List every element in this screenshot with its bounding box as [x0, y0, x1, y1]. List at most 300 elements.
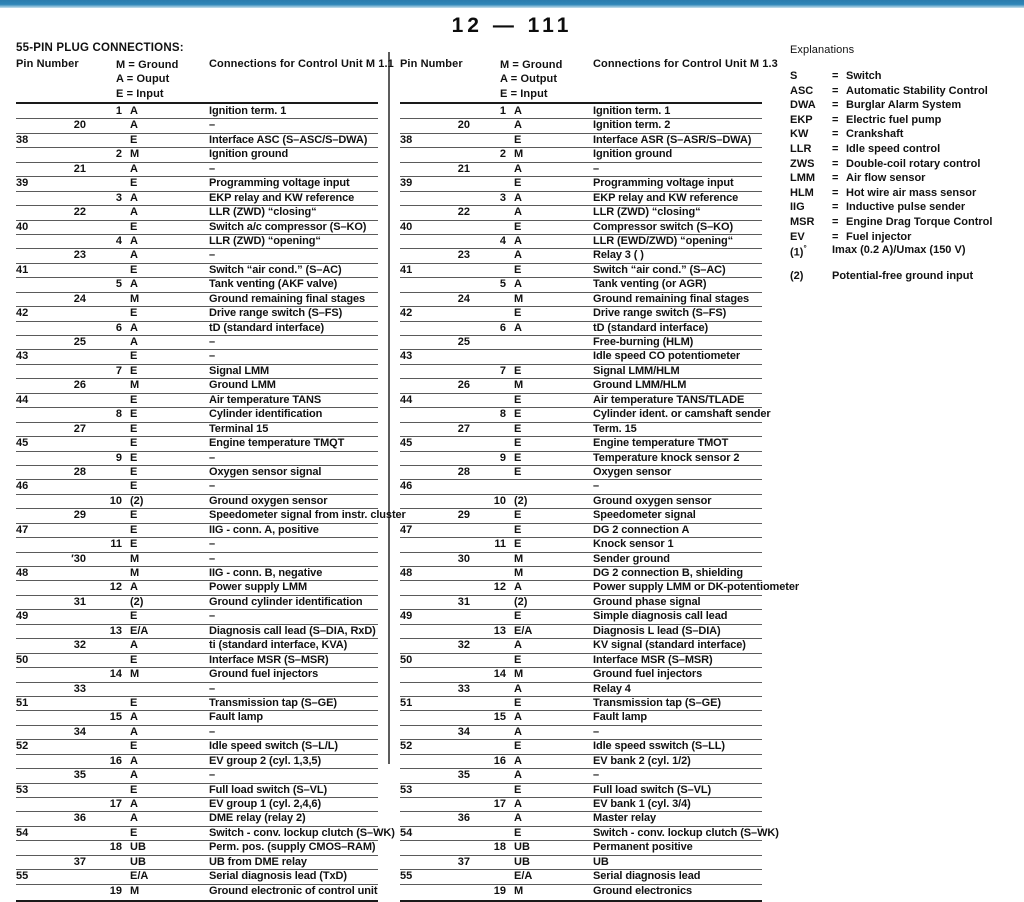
- pin-cell-b: 32: [457, 639, 470, 652]
- pin-cell-c: 8: [115, 408, 122, 421]
- pin-cell-c: 17: [109, 798, 122, 810]
- pin-cell-b: 27: [457, 422, 470, 435]
- explanation-abbreviation: LLR: [790, 142, 812, 155]
- signal-type-cell: E/A: [514, 624, 533, 637]
- signal-type-cell: E: [514, 220, 522, 233]
- table-row: [400, 423, 762, 437]
- signal-type-cell: M: [130, 884, 140, 897]
- header-connections-right: Connections for Control Unit M 1.3: [593, 58, 778, 70]
- connection-description-cell: –: [209, 725, 216, 738]
- explanation-text: Electric fuel pump: [846, 113, 942, 126]
- table-row: [400, 119, 762, 133]
- pin-cell-b: 29: [457, 509, 470, 522]
- connection-description-cell: Transmission tap (S–GE): [593, 696, 721, 709]
- explanation-abbreviation: DWA: [790, 99, 816, 112]
- pin-cell-b: 35: [73, 769, 86, 782]
- footnote-text: Potential-free ground input: [832, 270, 974, 282]
- signal-type-cell: A: [514, 249, 522, 262]
- connection-description-cell: Switch - conv. lockup clutch (S–WK): [593, 826, 779, 839]
- connection-description-cell: EV group 2 (cyl. 1,3,5): [209, 754, 322, 767]
- pin-cell-a: 42: [400, 307, 413, 320]
- connection-description-cell: Ground fuel injectors: [593, 668, 703, 681]
- pin-cell-c: 13: [493, 624, 506, 637]
- connection-description-cell: Programming voltage input: [593, 177, 734, 190]
- pin-cell-b: 27: [73, 422, 86, 435]
- pin-cell-a: 47: [16, 523, 29, 536]
- connection-description-cell: Power supply LMM or DK-potentiometer: [593, 581, 800, 594]
- pin-cell-b: 33: [73, 682, 86, 695]
- pin-cell-a: 53: [16, 783, 29, 796]
- signal-type-cell: E: [514, 538, 522, 551]
- signal-type-cell: M: [514, 292, 524, 305]
- connection-description-cell: Simple diagnosis call lead: [593, 610, 728, 623]
- table-row: [16, 206, 378, 220]
- connection-description-cell: Idle speed CO potentiometer: [593, 350, 741, 363]
- pin-cell-b: 25: [457, 336, 470, 348]
- connection-description-cell: Switch “air cond.” (S–AC): [209, 263, 342, 276]
- table-row: [400, 408, 771, 422]
- connection-description-cell: –: [593, 162, 600, 175]
- pin-cell-b: 29: [73, 509, 86, 522]
- table-row: [400, 177, 762, 191]
- table-row: [400, 509, 762, 523]
- signal-type-cell: A: [514, 321, 522, 334]
- table-row: [16, 293, 378, 307]
- connection-description-cell: LLR (EWD/ZWD) “opening“: [593, 234, 734, 247]
- table-row: [16, 826, 395, 841]
- footnote-key: (1)°: [790, 244, 807, 259]
- pin-table-m11: [16, 42, 406, 902]
- explanation-row: [790, 114, 1014, 129]
- signal-type-cell: E: [130, 422, 138, 435]
- signal-type-cell: E/A: [130, 624, 149, 637]
- table-row: [400, 307, 762, 321]
- table-row: [400, 755, 762, 769]
- signal-type-cell: E: [514, 133, 522, 146]
- explanation-row: [790, 99, 1014, 114]
- explanation-abbreviation: S: [790, 70, 798, 82]
- connection-description-cell: –: [209, 119, 216, 132]
- signal-type-cell: E: [514, 740, 522, 753]
- pin-cell-b: 36: [457, 812, 470, 825]
- signal-type-cell: E: [514, 263, 522, 276]
- legend-a-right: A = Output: [500, 73, 558, 86]
- table-row: [400, 206, 762, 220]
- explanation-text: Switch: [846, 70, 882, 82]
- pin-cell-b: 31: [73, 595, 86, 608]
- pin-cell-c: 2: [115, 148, 122, 161]
- connection-description-cell: KV signal (standard interface): [593, 639, 746, 652]
- pin-cell-a: 55: [16, 870, 29, 883]
- pin-cell-a: 44: [400, 393, 413, 406]
- signal-type-cell: A: [514, 711, 522, 724]
- signal-type-cell: E: [130, 465, 138, 478]
- signal-type-cell: E: [514, 451, 522, 464]
- table-row: [16, 870, 378, 884]
- header-pin-number-right: Pin Number: [400, 58, 463, 70]
- table-row: [400, 639, 762, 653]
- pin-cell-a: 44: [16, 393, 29, 406]
- explanation-text: Fuel injector: [846, 230, 912, 243]
- signal-type-cell: A: [514, 682, 522, 695]
- table-row: [400, 654, 762, 668]
- pin-cell-c: 7: [499, 364, 506, 377]
- table-row: [16, 567, 378, 581]
- connection-description-cell: UB: [593, 855, 609, 868]
- footnotes-panel: [790, 244, 1020, 296]
- connection-description-cell: EKP relay and KW reference: [593, 191, 739, 204]
- signal-type-cell: A: [514, 798, 522, 810]
- explanation-row: [790, 143, 1014, 158]
- pin-cell-a: 39: [400, 177, 413, 190]
- header-legend-right: [500, 58, 562, 101]
- table-row: [400, 466, 762, 480]
- legend-e-left: E = Input: [116, 87, 164, 100]
- pin-cell-a: 48: [400, 567, 413, 579]
- connection-description-cell: –: [593, 725, 600, 738]
- explanation-text: Air flow sensor: [846, 172, 926, 185]
- pin-cell-c: 9: [115, 451, 122, 464]
- connection-description-cell: –: [209, 162, 216, 175]
- table-row: [16, 423, 378, 437]
- connection-description-cell: Sender ground: [593, 552, 670, 565]
- signal-type-cell: E: [514, 177, 522, 190]
- signal-type-cell: UB: [130, 855, 146, 868]
- connection-description-cell: –: [209, 480, 216, 493]
- pin-cell-c: 19: [109, 884, 122, 897]
- pin-cell-b: 33: [457, 682, 470, 695]
- explanation-text: Engine Drag Torque Control: [846, 215, 993, 228]
- signal-type-cell: E/A: [514, 870, 533, 883]
- explanation-row: [790, 128, 1014, 143]
- table-row: [400, 336, 762, 350]
- pin-cell-c: 13: [109, 624, 122, 637]
- pin-cell-b: 32: [73, 639, 86, 652]
- table-row: [16, 668, 378, 682]
- pin-cell-c: 5: [115, 278, 122, 291]
- signal-type-cell: A: [130, 278, 138, 291]
- table-row: [16, 755, 378, 769]
- signal-type-cell: E: [130, 826, 138, 839]
- signal-type-cell: A: [130, 234, 138, 247]
- pin-cell-b: 28: [457, 465, 470, 478]
- table-row: [400, 870, 762, 884]
- table-row: [400, 826, 779, 841]
- legend-m-left: M = Ground: [116, 59, 179, 71]
- explanation-equals: =: [832, 201, 839, 214]
- connection-description-cell: –: [209, 336, 216, 348]
- table-row: [400, 105, 762, 119]
- pin-cell-b: 20: [457, 119, 470, 132]
- signal-type-cell: M: [130, 567, 140, 579]
- pin-cell-c: 4: [499, 234, 506, 247]
- signal-type-cell: UB: [130, 841, 146, 854]
- pin-rows-left: [16, 105, 406, 899]
- table-row: [16, 394, 378, 408]
- signal-type-cell: A: [514, 234, 522, 247]
- pin-cell-c: 1: [499, 105, 506, 117]
- pin-cell-c: 14: [109, 668, 122, 681]
- table-row: [400, 538, 762, 552]
- table-row: [16, 726, 378, 740]
- signal-type-cell: A: [514, 812, 522, 825]
- connection-description-cell: Switch a/c compressor (S–KO): [209, 220, 367, 233]
- footnote-superscript: °: [803, 244, 807, 253]
- pin-cell-b: 37: [457, 855, 470, 868]
- pin-cell-a: 41: [400, 263, 413, 276]
- table-row: [400, 495, 762, 509]
- table-row: [16, 697, 378, 711]
- signal-type-cell: E: [130, 307, 138, 320]
- explanation-abbreviation: ASC: [790, 84, 814, 97]
- table-row: [16, 264, 378, 278]
- signal-type-cell: A: [130, 769, 138, 782]
- pin-cell-a: 55: [400, 870, 413, 883]
- pin-cell-b: 24: [73, 292, 86, 305]
- connection-description-cell: Tank venting (AKF valve): [209, 278, 338, 291]
- table-row: [16, 711, 378, 725]
- explanation-row: [790, 231, 1014, 246]
- header-connections-left: Connections for Control Unit M 1.1: [209, 58, 394, 70]
- connection-description-cell: Ground remaining final stages: [209, 292, 366, 305]
- signal-type-cell: M: [130, 148, 140, 161]
- pin-cell-b: 21: [457, 162, 470, 175]
- signal-type-cell: A: [130, 119, 138, 132]
- pin-cell-b: 34: [457, 725, 470, 738]
- signal-type-cell: A: [514, 206, 522, 219]
- table-row: [16, 350, 378, 364]
- signal-type-cell: E: [130, 783, 138, 796]
- connection-description-cell: Diagnosis call lead (S–DIA, RxD): [209, 624, 376, 637]
- signal-type-cell: A: [130, 725, 138, 738]
- pin-cell-a: 46: [16, 480, 29, 493]
- signal-type-cell: A: [130, 249, 138, 262]
- connection-description-cell: Oxygen sensor: [593, 465, 672, 478]
- connection-description-cell: LLR (ZWD) “closing“: [593, 206, 701, 219]
- signal-type-cell: E: [130, 177, 138, 190]
- signal-type-cell: M: [514, 379, 524, 392]
- table-row: [16, 769, 378, 783]
- pin-cell-b: 26: [73, 379, 86, 392]
- table-row: [400, 885, 762, 899]
- explanations-heading: Explanations: [790, 44, 855, 56]
- signal-type-cell: A: [130, 798, 138, 810]
- table-row: [400, 452, 762, 466]
- explanation-abbreviation: ZWS: [790, 157, 815, 170]
- connection-description-cell: Interface MSR (S–MSR): [209, 653, 329, 666]
- table-row: [16, 798, 378, 812]
- connection-description-cell: Temperature knock sensor 2: [593, 451, 740, 464]
- footnote-row: [790, 270, 1020, 296]
- signal-type-cell: E: [130, 509, 138, 522]
- connection-description-cell: Oxygen sensor signal: [209, 465, 322, 478]
- connection-description-cell: Engine temperature TMQT: [209, 437, 345, 450]
- explanation-text: Inductive pulse sender: [846, 201, 966, 214]
- connection-description-cell: Power supply LMM: [209, 581, 308, 594]
- signal-type-cell: (2): [514, 494, 528, 507]
- table-row: [16, 119, 378, 133]
- pin-cell-c: 16: [493, 754, 506, 767]
- connection-description-cell: Ignition term. 2: [593, 119, 671, 132]
- signal-type-cell: M: [514, 148, 524, 161]
- table-row: [400, 596, 762, 610]
- connection-description-cell: EV bank 2 (cyl. 1/2): [593, 754, 691, 767]
- signal-type-cell: UB: [514, 841, 530, 854]
- signal-type-cell: M: [514, 884, 524, 897]
- connection-description-cell: Ground oxygen sensor: [209, 494, 328, 507]
- connection-description-cell: Ground remaining final stages: [593, 292, 750, 305]
- table-row: [400, 221, 762, 235]
- table-row: [16, 856, 378, 870]
- connection-description-cell: UB from DME relay: [209, 855, 307, 868]
- pin-cell-c: 19: [493, 884, 506, 897]
- signal-type-cell: E: [514, 422, 522, 435]
- table-row: [16, 105, 378, 119]
- explanation-equals: =: [832, 84, 839, 97]
- pin-cell-b: 25: [73, 336, 86, 348]
- signal-type-cell: E: [130, 610, 138, 623]
- pin-cell-a: 48: [16, 567, 29, 579]
- signal-type-cell: A: [514, 754, 522, 767]
- table-row: [16, 784, 378, 798]
- pin-cell-c: 18: [493, 841, 506, 854]
- table-row: [16, 466, 378, 480]
- connection-description-cell: EV bank 1 (cyl. 3/4): [593, 798, 691, 810]
- signal-type-cell: A: [514, 725, 522, 738]
- signal-type-cell: A: [130, 812, 138, 825]
- signal-type-cell: A: [514, 769, 522, 782]
- pin-cell-c: 7: [115, 364, 122, 377]
- signal-type-cell: A: [514, 119, 522, 132]
- table-row: [16, 885, 378, 899]
- signal-type-cell: M: [514, 552, 524, 565]
- footnote-text: Imax (0.2 A)/Umax (150 V): [832, 244, 966, 256]
- connection-description-cell: –: [209, 552, 216, 565]
- table-top-rule-right: [400, 102, 762, 104]
- signal-type-cell: E: [130, 408, 138, 421]
- table-row: [400, 278, 762, 292]
- signal-type-cell: A: [130, 639, 138, 652]
- pin-cell-b: 20: [73, 119, 86, 132]
- table-row: [400, 668, 762, 682]
- signal-type-cell: E: [130, 364, 138, 377]
- signal-type-cell: M: [130, 379, 140, 392]
- signal-type-cell: E: [514, 826, 522, 839]
- signal-type-cell: A: [514, 162, 522, 175]
- table-row: [16, 437, 378, 451]
- signal-type-cell: E: [514, 408, 522, 421]
- connection-description-cell: IIG - conn. A, positive: [209, 523, 319, 536]
- explanation-text: Burglar Alarm System: [846, 99, 962, 112]
- connection-description-cell: Interface ASR (S–ASR/S–DWA): [593, 133, 752, 146]
- table-row: [16, 192, 378, 206]
- connection-description-cell: –: [593, 480, 600, 493]
- table-row: [400, 812, 762, 826]
- signal-type-cell: (2): [130, 595, 144, 608]
- explanation-equals: =: [832, 186, 839, 199]
- table-row: [16, 654, 378, 668]
- page-number: 12 — 111: [451, 14, 573, 37]
- signal-type-cell: A: [130, 754, 138, 767]
- table-row: [16, 336, 378, 350]
- table-row: [16, 740, 378, 754]
- signal-type-cell: E: [514, 610, 522, 623]
- table-row: [400, 683, 762, 697]
- table-row: [16, 812, 378, 826]
- table-row: [400, 581, 800, 595]
- pin-cell-c: 6: [499, 321, 506, 334]
- connection-description-cell: Tank venting (or AGR): [593, 278, 707, 291]
- connection-description-cell: Switch - conv. lockup clutch (S–WK): [209, 826, 395, 839]
- table-row: [400, 784, 762, 798]
- pin-cell-b: 30: [457, 552, 470, 565]
- connection-description-cell: –: [209, 350, 216, 363]
- table-row: [16, 221, 378, 235]
- signal-type-cell: M: [514, 668, 524, 681]
- signal-type-cell: E: [514, 465, 522, 478]
- connection-description-cell: Knock sensor 1: [593, 538, 674, 551]
- connection-description-cell: –: [593, 769, 600, 782]
- table-row: [400, 798, 762, 812]
- table-row: [400, 524, 762, 538]
- connection-description-cell: IIG - conn. B, negative: [209, 567, 323, 579]
- connection-description-cell: Ground LMM/HLM: [593, 379, 687, 392]
- pin-cell-a: 46: [400, 480, 413, 493]
- pin-cell-c: 10: [493, 494, 506, 507]
- explanation-equals: =: [832, 99, 839, 112]
- table-row: [16, 235, 378, 249]
- table-row: [16, 365, 378, 379]
- explanation-row: [790, 216, 1014, 231]
- table-row: [16, 177, 378, 191]
- connection-description-cell: Ignition term. 1: [209, 105, 287, 117]
- table-row: [16, 625, 378, 639]
- signal-type-cell: E: [514, 509, 522, 522]
- pin-cell-c: 4: [115, 234, 122, 247]
- signal-type-cell: E: [130, 263, 138, 276]
- connection-description-cell: Fault lamp: [209, 711, 264, 724]
- connection-description-cell: Master relay: [593, 812, 657, 825]
- table-row: [400, 293, 762, 307]
- pin-cell-c: 11: [110, 538, 122, 551]
- signal-type-cell: A: [130, 321, 138, 334]
- table-row: [16, 163, 378, 177]
- connection-description-cell: –: [209, 769, 216, 782]
- connection-description-cell: Relay 3 ( ): [593, 249, 644, 262]
- connection-description-cell: Cylinder identification: [209, 408, 323, 421]
- connection-description-cell: Signal LMM/HLM: [593, 364, 680, 377]
- table-row: [400, 264, 762, 278]
- pin-table-title-left: 55-PIN PLUG CONNECTIONS:: [16, 42, 184, 54]
- pin-cell-b: 36: [73, 812, 86, 825]
- connection-description-cell: tD (standard interface): [209, 321, 325, 334]
- table-row: [400, 697, 762, 711]
- connection-description-cell: –: [209, 249, 216, 262]
- pin-cell-a: 41: [16, 263, 29, 276]
- connection-description-cell: LLR (ZWD) “closing“: [209, 206, 317, 219]
- table-row: [400, 163, 762, 177]
- table-row: [16, 610, 378, 624]
- signal-type-cell: E: [130, 538, 138, 551]
- explanation-row: [790, 172, 1014, 187]
- connection-description-cell: LLR (ZWD) “opening“: [209, 234, 321, 247]
- pin-cell-a: 42: [16, 307, 29, 320]
- connection-description-cell: Drive range switch (S–FS): [209, 307, 343, 320]
- explanation-abbreviation: EKP: [790, 113, 813, 126]
- pin-cell-b: 22: [73, 206, 86, 219]
- connection-description-cell: Permanent positive: [593, 841, 693, 854]
- top-decorative-band: [0, 0, 1024, 8]
